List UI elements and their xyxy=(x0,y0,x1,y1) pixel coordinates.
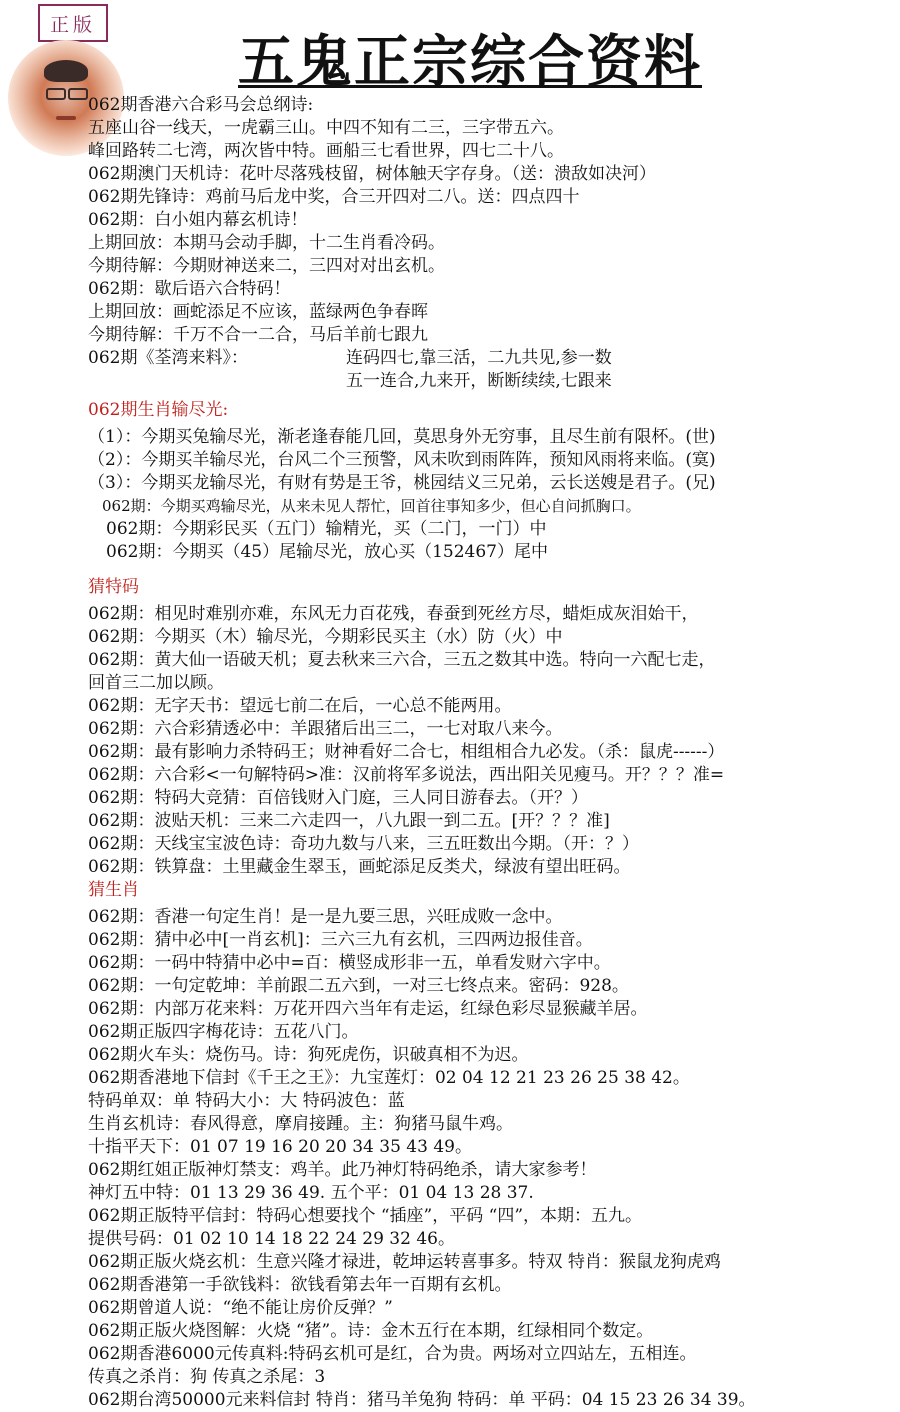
text-line: 062期：歇后语六合特码！ xyxy=(88,279,291,299)
text-line: 062期先锋诗：鸡前马后龙中奖，合三开四对二八。送：四点四十 xyxy=(88,187,580,207)
text-line: 062期：今期买（45）尾输尽光，放心买（152467）尾中 xyxy=(106,542,548,562)
text-line: 今期待解：千万不合一二合，马后羊前七跟九 xyxy=(88,325,428,345)
text-line: 062期：今期买（木）输尽光，今期彩民买主（水）防（火）中 xyxy=(88,627,563,647)
portrait-mouth xyxy=(56,116,76,120)
text-line: 062期：内部万花来料：万花开四六当年有走运，红绿色彩尽显猴藏羊居。 xyxy=(88,999,648,1019)
text-line: （3）：今期买龙输尽光，有财有势是王爷，桃园结义三兄弟，云长送嫂是君子。(兄) xyxy=(88,473,716,493)
text-line: 062期香港第一手欲钱料：欲钱看第去年一百期有玄机。 xyxy=(88,1275,512,1295)
text-line: 062期火车头：烧伤马。诗：狗死虎伤，识破真相不为迟。 xyxy=(88,1045,529,1065)
text-line: 提供号码：01 02 10 14 18 22 24 29 32 46。 xyxy=(88,1229,455,1249)
portrait-hair xyxy=(44,60,88,82)
text-line: 上期回放：画蛇添足不应该，蓝绿两色争春晖 xyxy=(88,302,428,322)
text-line: 峰回路转二七湾，两次皆中特。画船三七看世界，四七二十八。 xyxy=(88,141,564,161)
text-line: （2）：今期买羊输尽光，台风二个三预警，风未吹到雨阵阵，预知风雨将来临。(寞) xyxy=(88,450,716,470)
text-line: 062期：白小姐内幕玄机诗！ xyxy=(88,210,308,230)
quan-wan-block xyxy=(88,347,896,393)
text-line: 五座山谷一线天，一虎霸三山。中四不知有二三，三字带五六。 xyxy=(88,118,564,138)
intro-block xyxy=(88,94,896,393)
tema-block xyxy=(88,603,896,879)
text-line: 062期：最有影响力杀特码王；财神看好二合七，相组相合九必发。（杀：鼠虎------） xyxy=(88,742,725,762)
authentic-badge: 正版 xyxy=(38,4,108,42)
text-line: 062期：特码大竞猜：百倍钱财入门庭，三人同日游春去。（开？） xyxy=(88,788,588,808)
text-line: 062期正版火烧图解：火烧 “猪”。诗：金木五行在本期，红绿相同个数定。 xyxy=(88,1321,654,1341)
text-line: 062期：香港一句定生肖！是一是九要三思，兴旺成败一念中。 xyxy=(88,907,563,927)
quan-wan-label: 062期《荃湾来料》： xyxy=(88,348,248,368)
portrait-glasses-left xyxy=(46,88,66,100)
text-line: 062期：波贴天机：三来二六走四一，八九跟一到二五。[开？？？准] xyxy=(88,811,610,831)
page-title: 五鬼正宗综合资料 xyxy=(238,30,702,95)
text-line: 062期：黄大仙一语破天机；夏去秋来三六合，三五之数其中选。特向一六配七走， xyxy=(88,650,716,670)
section-heading-shengxiao2: 猜生肖 xyxy=(88,880,139,900)
text-line: 062期：一码中特猜中必中=百：横竖成形非一五，单看发财六字中。 xyxy=(88,953,611,973)
text-line: 062期：猜中必中[一肖玄机]：三六三九有玄机，三四两边报佳音。 xyxy=(88,930,593,950)
text-line: 062期：铁算盘：土里藏金生翠玉，画蛇添足反类犬，绿波有望出旺码。 xyxy=(88,857,631,877)
text-line: 062期红姐正版神灯禁支：鸡羊。此乃神灯特码绝杀，请大家参考！ xyxy=(88,1160,597,1180)
text-line: 062期正版特平信封：特码心想要找个 “插座”，平码 “四”，本期：五九。 xyxy=(88,1206,643,1226)
text-line: 特码单双：单 特码大小：大 特码波色：蓝 xyxy=(88,1091,405,1111)
text-line: 062期台湾50000元来料信封 特肖：猪马羊兔狗 特码：单 平码：04 15 23 26 34 39。 xyxy=(88,1390,756,1410)
quan-wan-line: 连码四七,靠三活，二九共见,参一数 xyxy=(346,348,612,368)
text-line: 十指平天下：01 07 19 16 20 20 34 35 43 49。 xyxy=(88,1137,472,1157)
text-line: 062期澳门天机诗：花叶尽落残枝留，树体触天字存身。（送：溃敌如决河） xyxy=(88,164,656,184)
text-line: 062期正版火烧玄机：生意兴隆才禄进，乾坤运转喜事多。特双 特肖：猴鼠龙狗虎鸡 xyxy=(88,1252,721,1272)
text-line: 神灯五中特：01 13 29 36 49. 五个平：01 04 13 28 37. xyxy=(88,1183,534,1203)
text-line: 上期回放：本期马会动手脚，十二生肖看冷码。 xyxy=(88,233,445,253)
section-heading-tema: 猜特码 xyxy=(88,577,139,597)
text-line: 062期：相见时难别亦难，东风无力百花残，春蚕到死丝方尽，蜡炬成灰泪始干， xyxy=(88,604,699,624)
text-line: 062期：无字天书：望远七前二在后，一心总不能两用。 xyxy=(88,696,512,716)
portrait-glasses-right xyxy=(68,88,88,100)
document-body xyxy=(88,94,896,1412)
section-heading-shengxiao: 062期生肖输尽光: xyxy=(88,400,229,420)
text-line: 062期：一句定乾坤：羊前跟二五六到，一对三七终点来。密码：928。 xyxy=(88,976,629,996)
text-line: （1）：今期买兔输尽光，渐老逢春能几回，莫思身外无穷事，且尽生前有限杯。(世) xyxy=(88,427,716,447)
text-line: 062期香港地下信封《千王之王》：九宝莲灯：02 04 12 21 23 26 25 38 42。 xyxy=(88,1068,690,1088)
text-line: 062期：天线宝宝波色诗：奇功九数与八来，三五旺数出今期。（开：？） xyxy=(88,834,639,854)
text-line: 062期：今期买鸡输尽光，从来未见人帮忙，回首往事知多少，但心自问抓胸口。 xyxy=(102,497,641,515)
shengxiao-block xyxy=(88,426,896,564)
quan-wan-line: 五一连合,九来开，断断续续,七跟来 xyxy=(346,371,612,391)
text-line: 062期：六合彩<一句解特码>准：汉前将军多说法，西出阳关见瘦马。开？？？准= xyxy=(88,765,725,785)
text-line: 062期：六合彩猜透必中：羊跟猪后出三二，一七对取八来今。 xyxy=(88,719,563,739)
shengxiao2-block xyxy=(88,906,896,1412)
text-line: 生肖玄机诗：春风得意，摩肩接踵。主：狗猪马鼠牛鸡。 xyxy=(88,1114,513,1134)
text-line: 今期待解：今期财神送来二，三四对对出玄机。 xyxy=(88,256,445,276)
text-line: 062期：今期彩民买（五门）输精光，买（二门，一门）中 xyxy=(106,519,547,539)
text-line: 062期曾道人说：“绝不能让房价反弹？” xyxy=(88,1298,393,1318)
text-line: 回首三二加以顾。 xyxy=(88,673,224,693)
text-line: 062期香港六合彩马会总纲诗: xyxy=(88,95,314,115)
text-line: 062期香港6000元传真料:特码玄机可是红，合为贵。两场对立四站左，五相连。 xyxy=(88,1344,697,1364)
text-line: 062期正版四字梅花诗：五花八门。 xyxy=(88,1022,359,1042)
text-line: 传真之杀肖：狗 传真之杀尾：3 xyxy=(88,1367,326,1387)
